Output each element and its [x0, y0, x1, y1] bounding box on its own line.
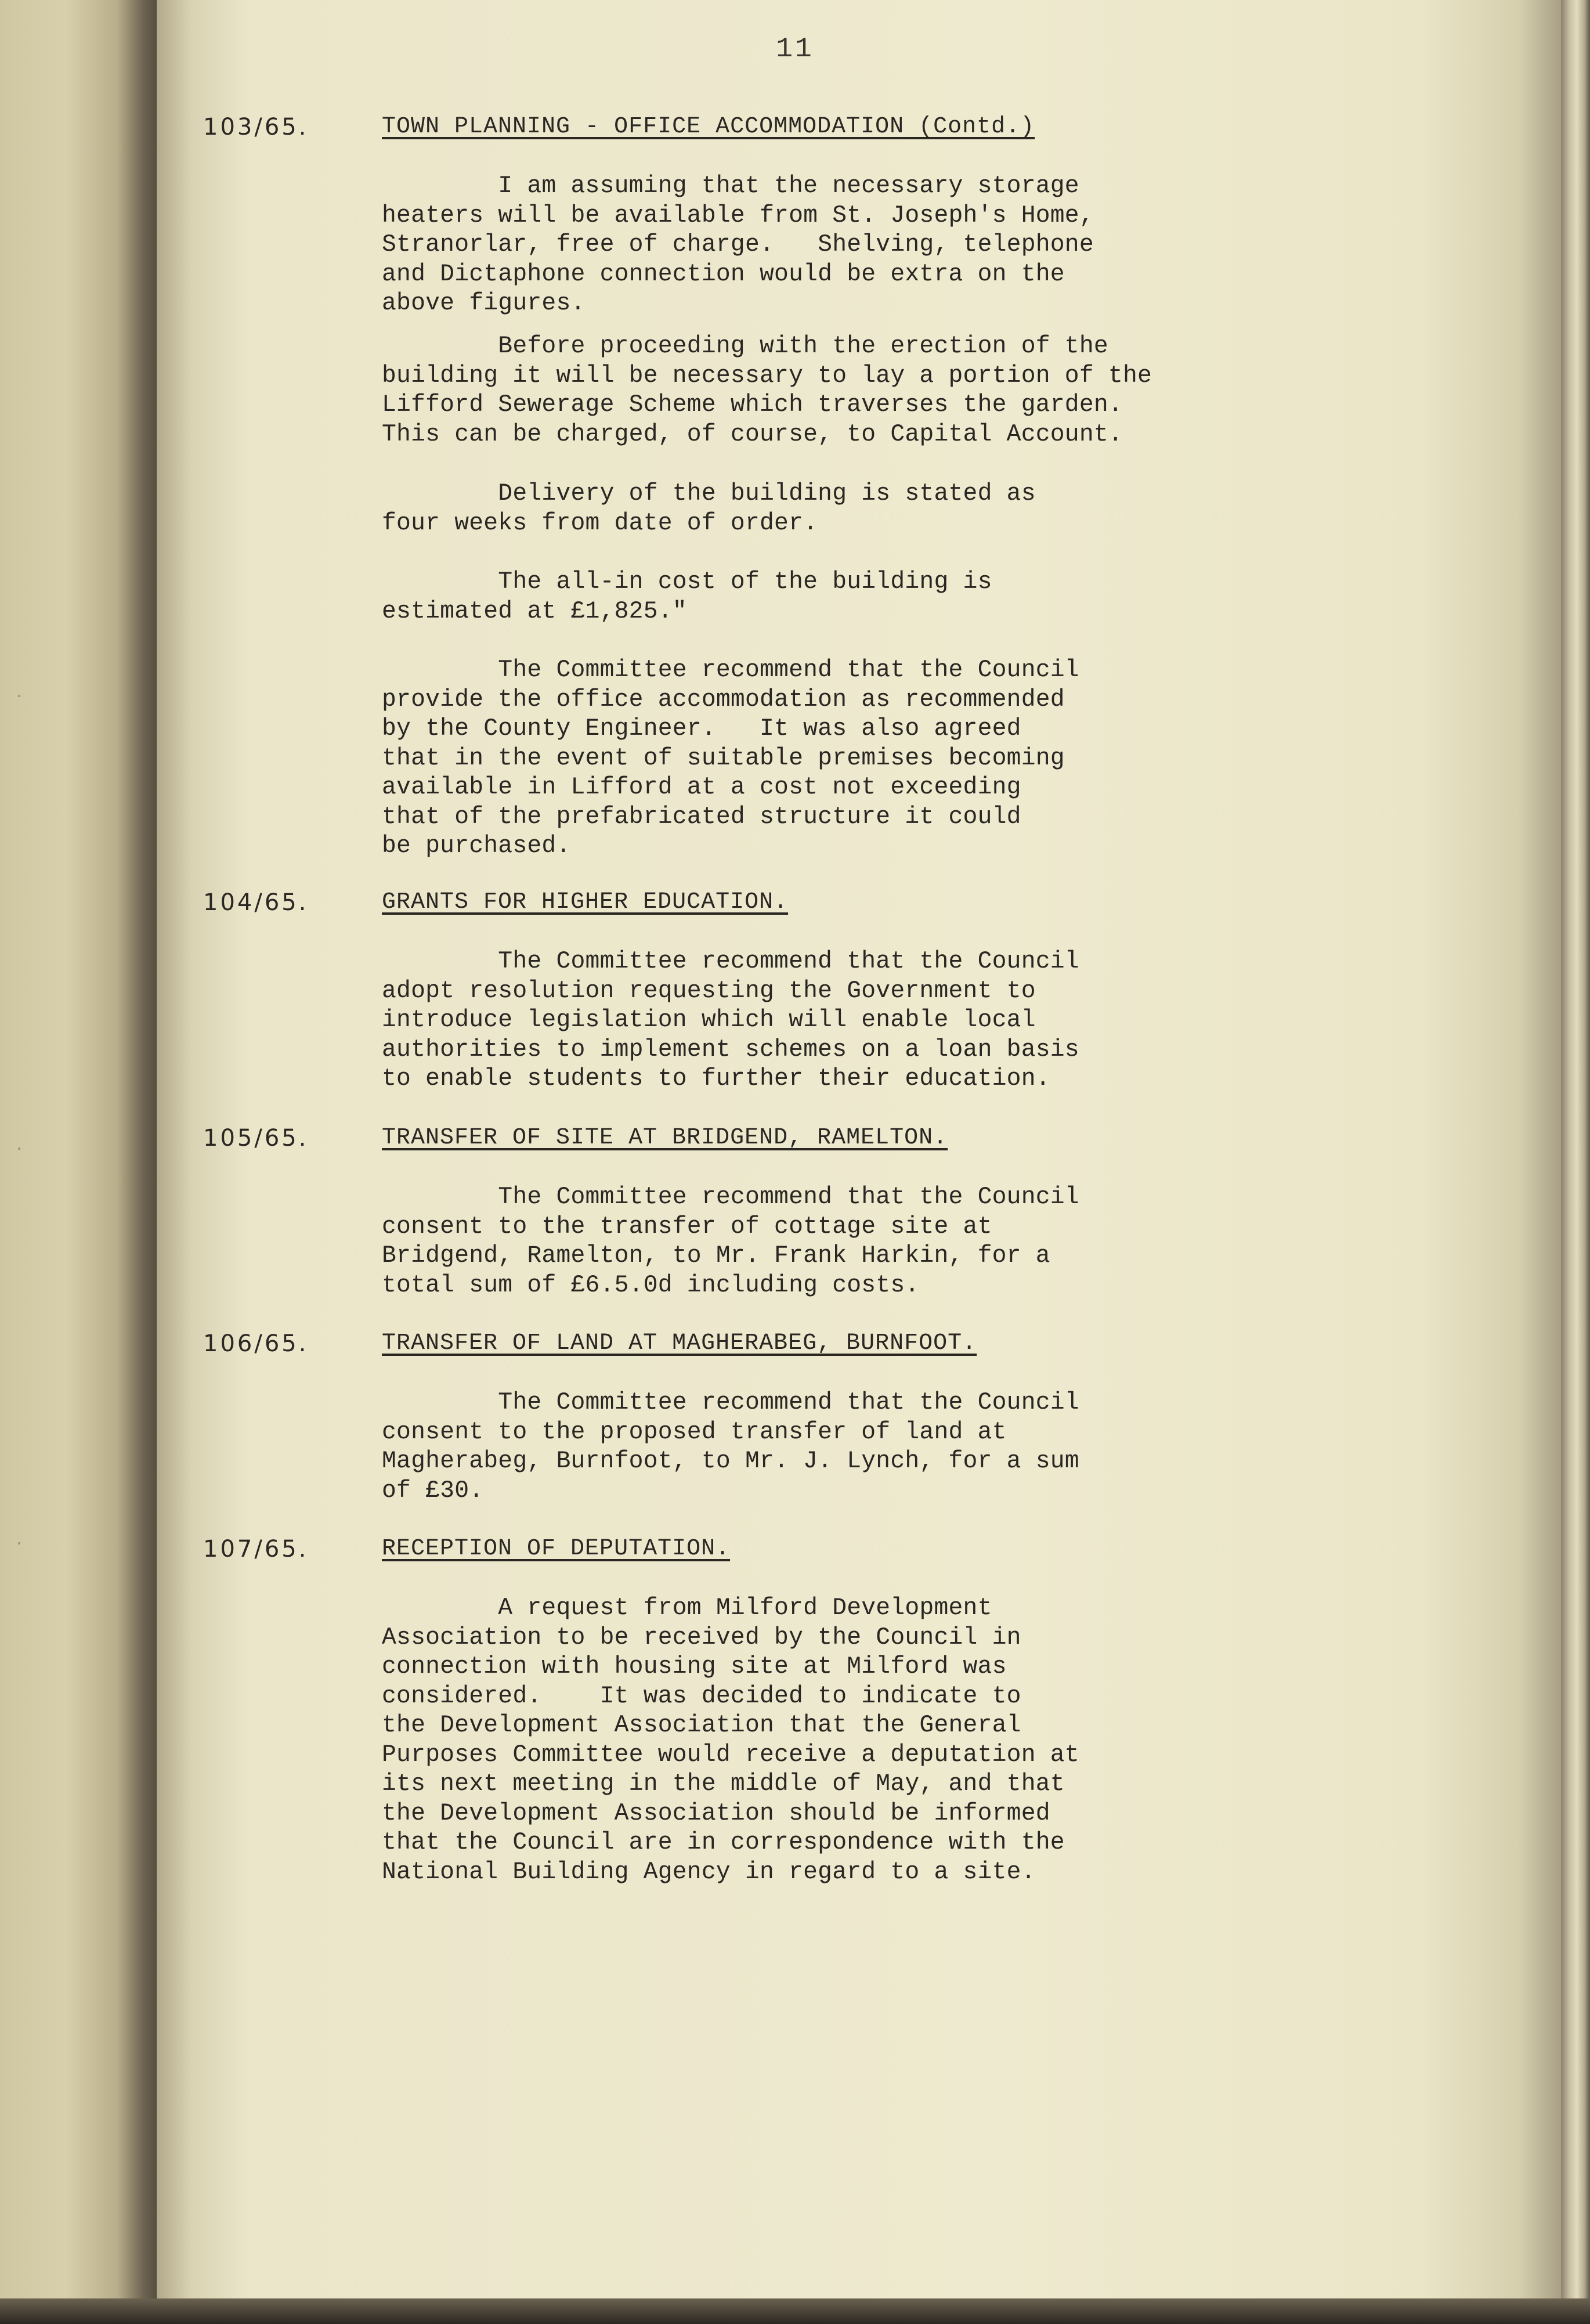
item-heading: GRANTS FOR HIGHER EDUCATION. [382, 889, 789, 915]
page-number: 11 [776, 34, 814, 65]
item-number: 107/65. [203, 1536, 309, 1562]
item-heading: TRANSFER OF SITE AT BRIDGEND, RAMELTON. [382, 1125, 948, 1151]
item-heading: TOWN PLANNING - OFFICE ACCOMMODATION (Contd.) [382, 114, 1035, 140]
paragraph: I am assuming that the necessary storage heaters will be available from St. Joseph's Home, Stranorlar, free of charge. Shelving, telephone and Dictaphone connection would be extra on the above figures. [382, 173, 1094, 317]
bleed-through-mark: · [16, 1138, 23, 1160]
paragraph: Before proceeding with the erection of the building it will be necessary to lay a portion of the Lifford Sewerage Scheme which traverses the garden. This can be charged, of course, to Capital Account. [382, 333, 1152, 448]
paragraph: The Committee recommend that the Council adopt resolution requesting the Government to introduce legislation which will enable local authorities to implement schemes on a loan basis to enable students to further their education. [382, 948, 1079, 1092]
paragraph: The Committee recommend that the Council consent to the proposed transfer of land at Magherabeg, Burnfoot, to Mr. J. Lynch, for a sum of £30. [382, 1390, 1079, 1504]
item-number: 106/65. [203, 1330, 309, 1357]
item-heading: TRANSFER OF LAND AT MAGHERABEG, BURNFOOT. [382, 1330, 977, 1356]
item-number: 103/65. [203, 114, 309, 140]
paragraph: Delivery of the building is stated as four weeks from date of order. [382, 481, 1036, 537]
paragraph: The Committee recommend that the Council consent to the transfer of cottage site at Bridgend, Ramelton, to Mr. Frank Harkin, for a total sum of £6.5.0d including costs. [382, 1184, 1079, 1299]
item-number: 105/65. [203, 1125, 309, 1152]
bleed-through-mark: · [16, 1532, 23, 1554]
item-number: 104/65. [203, 889, 309, 916]
bleed-through-mark: · [16, 685, 23, 707]
item-heading: RECEPTION OF DEPUTATION. [382, 1536, 731, 1562]
paragraph: A request from Milford Development Association to be received by the Council in connection with housing site at Milford was considered. It was decided to indicate to the Development Association that the General Purposes Committee would receive a deputation at its next meeting in the middle of May, and that the Development Association should be informed that the Council are in correspondence with the National Building Agency in regard to a site. [382, 1595, 1079, 1886]
paragraph: The Committee recommend that the Council provide the office accommodation as recommended by the County Engineer. It was also agreed that in the event of suitable premises becoming available in Lifford at a cost not exceeding that of the prefabricated structure it could be purchased. [382, 657, 1079, 860]
paragraph: The all-in cost of the building is estimated at £1,825." [382, 569, 992, 625]
